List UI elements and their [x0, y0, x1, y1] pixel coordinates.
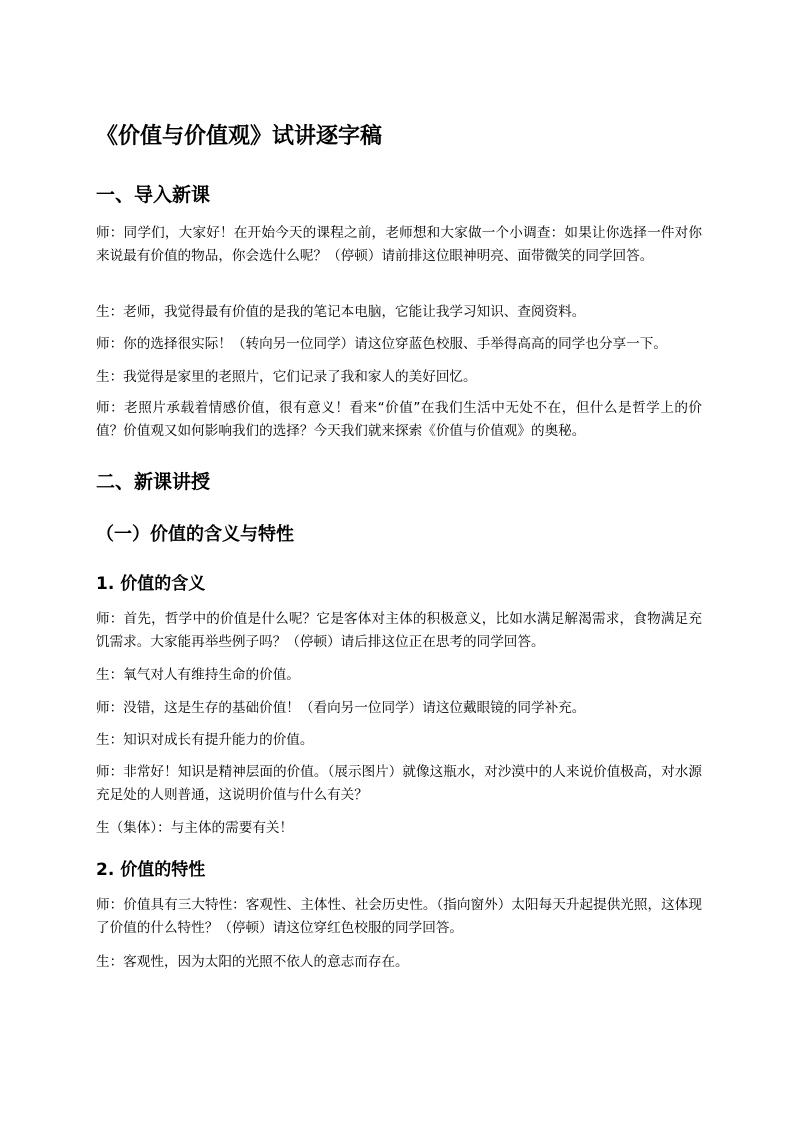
- paragraph: 生：我觉得是家里的老照片，它们记录了我和家人的美好回忆。: [96, 369, 477, 385]
- paragraph: 生：氧气对人有维持生命的价值。: [96, 667, 300, 683]
- paragraph: 师：没错，这是生存的基础价值！（看向另一位同学）请这位戴眼镜的同学补充。: [96, 700, 586, 716]
- section-heading-intro: 一、导入新课: [96, 184, 211, 206]
- paragraph: 师：非常好！知识是精神层面的价值。（展示图片）就像这瓶水，对沙漠中的人来说价值极高，对水源充足处的人则普通，这说明价值与什么有关？: [96, 764, 702, 803]
- paragraph: 生：老师，我觉得最有价值的是我的笔记本电脑，它能让我学习知识、查阅资料。: [96, 304, 586, 320]
- paragraph: 生：客观性，因为太阳的光照不依人的意志而存在。: [96, 954, 409, 970]
- section-heading-new-lesson: 二、新课讲授: [96, 471, 211, 493]
- paragraph: 师：首先，哲学中的价值是什么呢？它是客体对主体的积极意义，比如水满足解渴需求，食物满足充饥需求。大家能再举些例子吗？（停顿）请后排这位正在思考的同学回答。: [96, 611, 702, 650]
- part-heading-meaning: 1. 价值的含义: [96, 574, 206, 594]
- paragraph: 生：知识对成长有提升能力的价值。: [96, 732, 314, 748]
- subsection-heading: （一）价值的含义与特性: [96, 524, 294, 545]
- paragraph: 师：同学们，大家好！在开始今天的课程之前，老师想和大家做一个小调查：如果让你选择一件对你来说最有价值的物品，你会选什么呢？（停顿）请前排这位眼神明亮、面带微笑的同学回答。: [96, 225, 702, 264]
- paragraph: 师：老照片承载着情感价值，很有意义！看来“价值”在我们生活中无处不在，但什么是哲学上的价值？价值观又如何影响我们的选择？今天我们就来探索《价值与价值观》的奥秘。: [96, 400, 702, 439]
- paragraph: 生（集体）：与主体的需要有关！: [96, 820, 294, 836]
- document-title: 《价值与价值观》试讲逐字稿: [96, 124, 383, 149]
- part-heading-characteristics: 2. 价值的特性: [96, 860, 206, 880]
- paragraph: 师：价值具有三大特性：客观性、主体性、社会历史性。（指向窗外）太阳每天升起提供光照，这体现了价值的什么特性？（停顿）请这位穿红色校服的同学回答。: [96, 897, 702, 936]
- paragraph: 师：你的选择很实际！（转向另一位同学）请这位穿蓝色校服、手举得高高的同学也分享一下。: [96, 336, 667, 352]
